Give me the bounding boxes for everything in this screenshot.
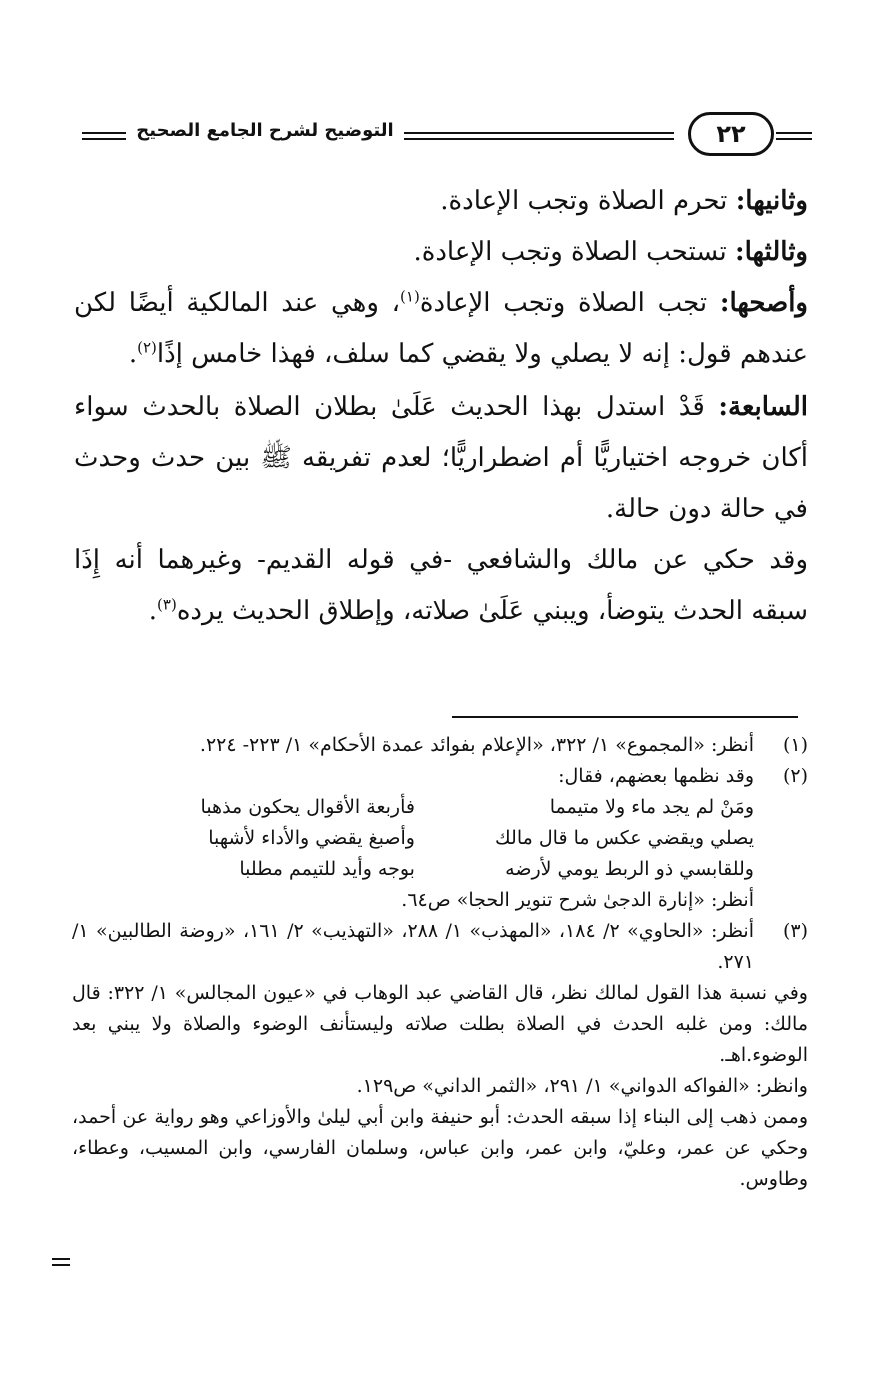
- footnote-ref-2[interactable]: (٢): [137, 338, 157, 357]
- paragraph-lead: وثالثها:: [735, 237, 808, 267]
- paragraph-text: تستحب الصلاة وتجب الإعادة.: [413, 237, 735, 267]
- paragraph-third-opinion: [74, 227, 808, 278]
- paragraph-soundest-opinion: [74, 278, 808, 380]
- footnotes: [72, 730, 808, 1195]
- paragraph-lead: السابعة:: [718, 392, 808, 422]
- footnote-number: (٢): [782, 765, 808, 787]
- header-rule-left: [82, 132, 126, 140]
- paragraph-text: تحرم الصلاة وتجب الإعادة.: [440, 186, 736, 216]
- footnote-2: [72, 761, 808, 916]
- paragraph-end: .: [148, 596, 158, 626]
- verse-second-half: وأصبغ يقضي والأداء لأشهبا: [208, 827, 415, 849]
- page-header: [76, 112, 812, 158]
- paragraph-text: ، وهي عند المالكية أيضًا لكن عندهم قول: إنه لا يصلي ولا يقضي كما سلف، فهذا خامس إذًا: [74, 288, 808, 369]
- verse-line: [72, 823, 754, 854]
- footnote-text: وقد نظمها بعضهم، فقال:: [558, 765, 754, 787]
- footnote-paragraph: وفي نسبة هذا القول لمالك نظر، قال القاضي عبد الوهاب في «عيون المجالس» ١/ ٣٢٢: قال مالك: ومن غلبه الحدث في الصلاة بطلت صلاته وليستأنف الوضوء والصلاة ولا يبني بعد الوضوء.اهـ.: [72, 982, 808, 1066]
- verse-second-half: بوجه وأيد للتيمم مطلبا: [239, 858, 415, 880]
- verse-second-half: فأربعة الأقوال يحكون مذهبا: [200, 796, 415, 818]
- paragraph-text: وقد حكي عن مالك والشافعي -في قوله القديم- وغيرهما أنه إِذَا سبقه الحدث يتوضأ، ويبني عَلَىٰ صلاته، وإطلاق الحديث يرده: [74, 545, 808, 626]
- header-rule-right: [776, 132, 812, 140]
- paragraph-seventh: [74, 382, 808, 535]
- running-title: التوضيح لشرح الجامع الصحيح: [136, 120, 394, 141]
- main-text: [74, 176, 808, 637]
- paragraph-malik-shafii: [74, 535, 808, 637]
- paragraph-second-opinion: [74, 176, 808, 227]
- paragraph-text: تجب الصلاة وتجب الإعادة: [419, 288, 720, 318]
- footnote-source: أنظر: «إنارة الدجىٰ شرح تنوير الحجا» ص٦٤.: [401, 889, 754, 911]
- verse-first-half: ومَنْ لم يجد ماء ولا متيمما: [549, 796, 754, 818]
- verse-line: [72, 792, 754, 823]
- paragraph-lead: وثانيها:: [735, 186, 808, 216]
- continuation-mark: [52, 1258, 70, 1266]
- footnote-number: (٣): [782, 920, 808, 942]
- footnote-paragraph: وممن ذهب إلى البناء إذا سبقه الحدث: أبو حنيفة وابن أبي ليلىٰ والأوزاعي وهو رواية عن أحمد، وحكي عن عمر، وعليّ، وابن عمر، وابن عباس، وسلمان الفارسي، وابن المسيب، وعطاء، وطاوس.: [72, 1106, 808, 1190]
- paragraph-end: .: [128, 339, 138, 369]
- footnote-ref-1[interactable]: (١): [400, 287, 420, 306]
- footnote-text: أنظر: «الحاوي» ٢/ ١٨٤، «المهذب» ١/ ٢٨٨، «التهذيب» ٢/ ١٦١، «روضة الطالبين» ١/ ٢٧١.: [72, 920, 754, 973]
- header-rule-middle: [404, 132, 674, 140]
- verse-first-half: يصلي ويقضي عكس ما قال مالك: [495, 827, 754, 849]
- footnote-ref-3[interactable]: (٣): [157, 595, 177, 614]
- paragraph-lead: وأصحها:: [719, 288, 808, 318]
- paragraph-text: قَدْ استدل بهذا الحديث عَلَىٰ بطلان الصلاة بالحدث سواء أكان خروجه اختياريًّا أم اضطراريًّا؛ لعدم تفريقه ﷺ بين حدث وحدث في حالة دون حالة.: [74, 392, 808, 524]
- footnote-paragraph: وانظر: «الفواكه الدواني» ١/ ٢٩١، «الثمر الداني» ص١٢٩.: [356, 1075, 808, 1097]
- footnote-text: أنظر: «المجموع» ١/ ٣٢٢، «الإعلام بفوائد عمدة الأحكام» ١/ ٢٢٣- ٢٢٤.: [199, 734, 754, 756]
- footnote-number: (١): [782, 734, 808, 756]
- page-number: ٢٢: [688, 112, 774, 156]
- footnote-3: [72, 916, 808, 978]
- verse-line: [72, 854, 754, 885]
- verse-first-half: وللقابسي ذو الربط يومي لأرضه: [505, 858, 754, 880]
- footnote-separator: [452, 716, 798, 718]
- footnote-1: [72, 730, 808, 761]
